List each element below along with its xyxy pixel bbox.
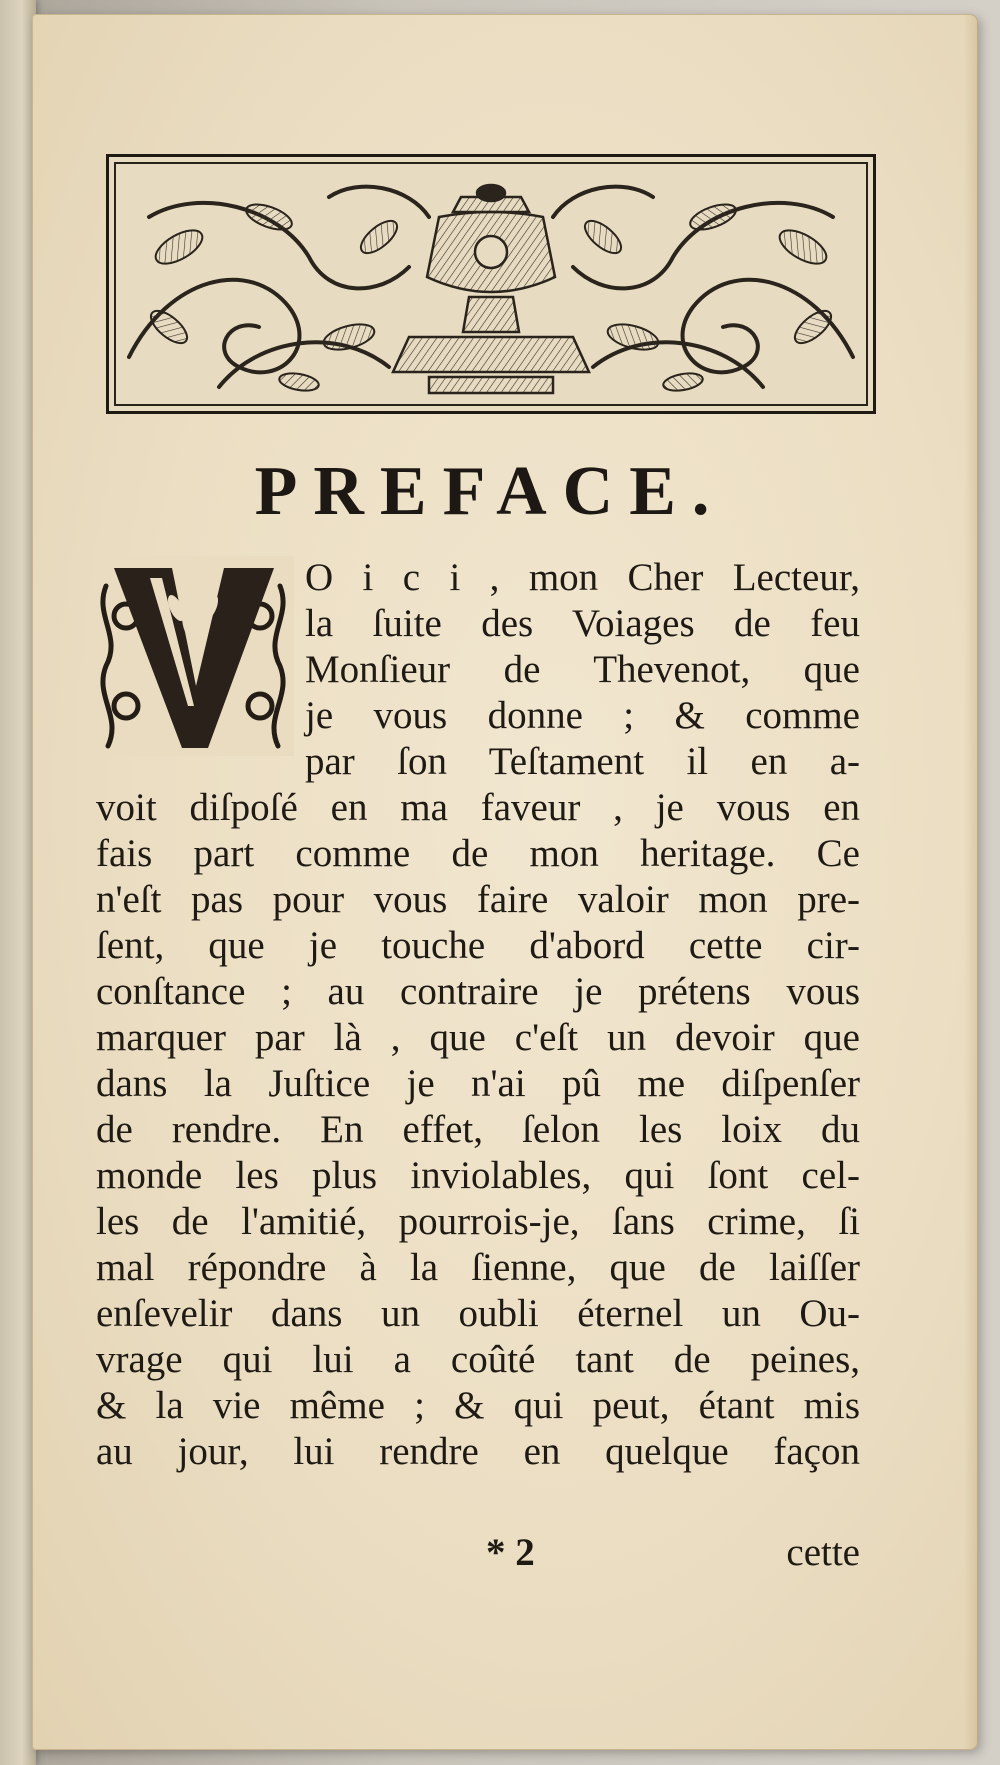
text-line: les de l'amitié, pourrois-je, ſans crime, ſi	[96, 1200, 860, 1243]
text-line: fais part comme de mon heritage. Ce	[96, 832, 860, 875]
catchword: cette	[786, 1531, 860, 1574]
text-line: & la vie même ; & qui peut, étant mis	[96, 1384, 860, 1427]
text-line: enſevelir dans un oubli éternel un Ou-	[96, 1292, 860, 1335]
page-footer	[96, 1530, 860, 1580]
headpiece-ornament	[106, 154, 876, 414]
decorated-initial-v-icon	[92, 556, 294, 756]
text-line: je vous donne ; & comme	[305, 694, 860, 737]
text-line: voit diſpoſé en ma faveur , je vous en	[96, 786, 860, 829]
text-line: Monſieur de Thevenot, que	[305, 648, 860, 691]
page-title: PREFACE.	[254, 453, 726, 530]
text-line: par ſon Teſtament il en a-	[305, 740, 860, 783]
left-page-edge	[0, 0, 36, 1765]
text-line: mal répondre à la ſienne, que de laiſſer	[96, 1246, 860, 1289]
text-line: vrage qui lui a coûté tant de peines,	[96, 1338, 860, 1381]
foliage-urn-icon	[109, 157, 873, 411]
text-line: marquer par là , que c'eſt un devoir que	[96, 1016, 860, 1059]
text-line: ſent, que je touche d'abord cette cir-	[96, 924, 860, 967]
text-line: monde les plus inviolables, qui ſont cel-	[96, 1154, 860, 1197]
text-line: au jour, lui rendre en quelque façon	[96, 1430, 860, 1473]
text-line: conſtance ; au contraire je prétens vous	[96, 970, 860, 1013]
text-line: de rendre. En effet, ſelon les loix du	[96, 1108, 860, 1151]
text-line: n'eſt pas pour vous faire valoir mon pre-	[96, 878, 860, 921]
signature-mark: * 2	[486, 1531, 535, 1574]
page-fore-edge-shadow	[964, 14, 978, 1750]
text-line: O i c i , mon Cher Lecteur,	[305, 556, 860, 599]
text-line: la ſuite des Voiages de feu	[305, 602, 860, 645]
text-line: dans la Juſtice je n'ai pû me diſpenſer	[96, 1062, 860, 1105]
